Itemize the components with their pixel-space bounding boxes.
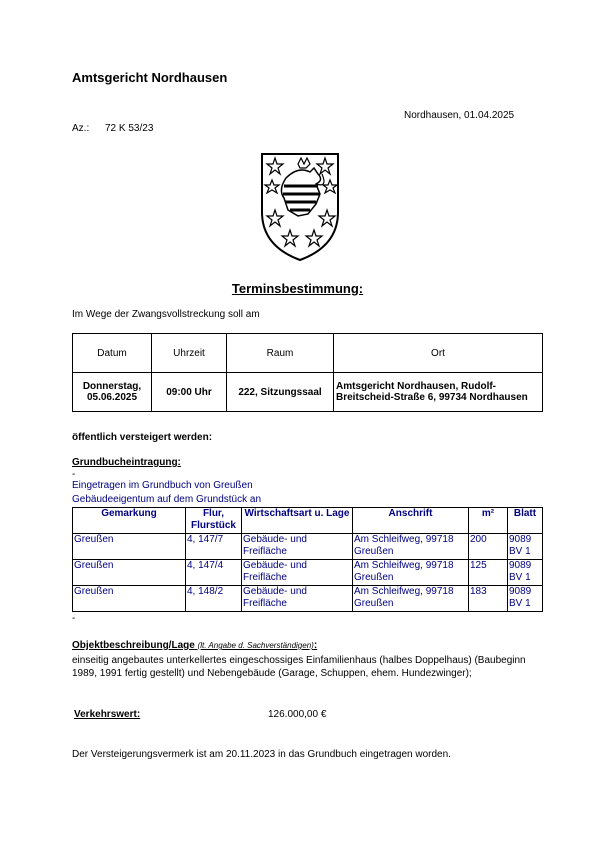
intro-text: Im Wege der Zwangsvollstreckung soll am	[72, 309, 260, 320]
cell-anschrift: Am Schleifweg, 99718 Greußen	[353, 534, 469, 560]
appointment-date	[73, 373, 152, 412]
cell-gemarkung: Greußen	[73, 586, 186, 612]
cell-art: Gebäude- und Freifläche	[242, 534, 353, 560]
header-uhrzeit: Uhrzeit	[152, 334, 227, 373]
table-row	[73, 586, 543, 612]
object-title-text: Objektbeschreibung/Lage	[72, 640, 195, 651]
coat-of-arms-icon	[258, 150, 342, 262]
appointment-time: 09:00 Uhr	[152, 373, 227, 412]
cell-m2: 125	[469, 560, 508, 586]
col-blatt: Blatt	[508, 508, 543, 534]
object-title-note: (lt. Angabe d. Sachverständigen)	[197, 641, 314, 650]
land-register-line1: Eingetragen im Grundbuch von Greußen	[72, 480, 253, 491]
appointment-table	[72, 333, 543, 412]
court-name: Amtsgericht Nordhausen	[72, 70, 228, 85]
auction-text: öffentlich versteigert werden:	[72, 432, 213, 443]
header-datum: Datum	[73, 334, 152, 373]
cell-blatt: 9089 BV 1	[508, 586, 543, 612]
market-value-label: Verkehrswert:	[74, 709, 141, 720]
land-register-table	[72, 507, 543, 612]
separator-dash: -	[72, 469, 76, 480]
land-register-title: Grundbucheintragung:	[72, 457, 181, 468]
object-title	[72, 640, 317, 651]
cell-flur: 4, 147/4	[186, 560, 242, 586]
object-description: einseitig angebautes unterkellertes eingeschossiges Einfamilienhaus (halbes Doppelhaus) (Baubeginn 1989, 1991 fertig gestellt) und Nebengebäude (Garage, Schuppen, ehem. Hundezwinger);	[72, 655, 526, 679]
object-title-colon: :	[313, 640, 318, 651]
appointment-location: Amtsgericht Nordhausen, Rudolf-Breitscheid-Straße 6, 99734 Nordhausen	[334, 373, 543, 412]
file-number-value: 72 K 53/23	[105, 123, 154, 134]
col-flur: Flur, Flurstück	[186, 508, 242, 534]
appointment-weekday: Donnerstag,	[82, 381, 142, 392]
table-row	[73, 534, 543, 560]
cell-anschrift: Am Schleifweg, 99718 Greußen	[353, 586, 469, 612]
cell-flur: 4, 148/2	[186, 586, 242, 612]
cell-gemarkung: Greußen	[73, 534, 186, 560]
table-row	[73, 560, 543, 586]
land-register-line2: Gebäudeeigentum auf dem Grundstück an	[72, 494, 262, 505]
cell-blatt: 9089 BV 1	[508, 534, 543, 560]
cell-m2: 200	[469, 534, 508, 560]
col-wirtschaftsart: Wirtschaftsart u. Lage	[242, 508, 353, 534]
header-ort: Ort	[334, 334, 543, 373]
page-title: Terminsbestimmung:	[231, 281, 364, 296]
col-m2: m²	[469, 508, 508, 534]
header-raum: Raum	[227, 334, 334, 373]
appointment-date-value: 05.06.2025	[86, 392, 138, 403]
place-date: Nordhausen, 01.04.2025	[404, 110, 515, 121]
cell-art: Gebäude- und Freifläche	[242, 560, 353, 586]
cell-gemarkung: Greußen	[73, 560, 186, 586]
registration-note: Der Versteigerungsvermerk ist am 20.11.2023 in das Grundbuch eingetragen worden.	[72, 749, 451, 760]
file-number-label: Az.:	[72, 123, 90, 134]
cell-m2: 183	[469, 586, 508, 612]
col-anschrift: Anschrift	[353, 508, 469, 534]
separator-dash: -	[72, 613, 76, 624]
cell-flur: 4, 147/7	[186, 534, 242, 560]
market-value-amount: 126.000,00 €	[268, 709, 327, 720]
col-gemarkung: Gemarkung	[73, 508, 186, 534]
cell-blatt: 9089 BV 1	[508, 560, 543, 586]
cell-art: Gebäude- und Freifläche	[242, 586, 353, 612]
cell-anschrift: Am Schleifweg, 99718 Greußen	[353, 560, 469, 586]
appointment-room: 222, Sitzungssaal	[227, 373, 334, 412]
